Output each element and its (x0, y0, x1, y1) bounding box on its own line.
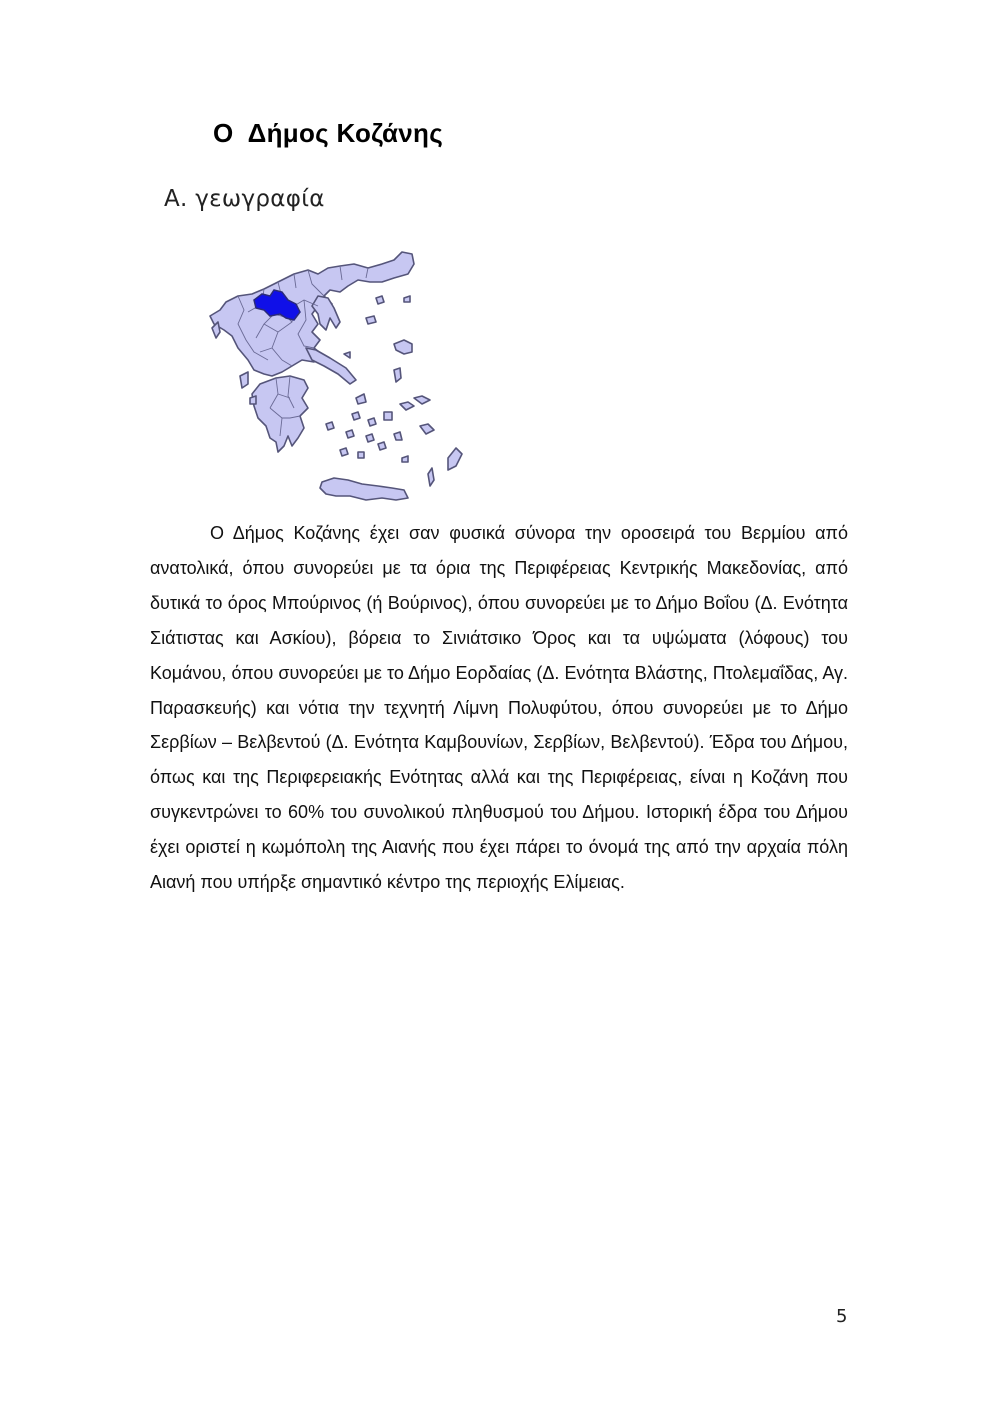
section-heading: Α. γεωγραφία (164, 186, 325, 212)
cyclades-island-3 (384, 412, 392, 420)
kefalonia-island (240, 372, 248, 388)
samos-island (400, 402, 414, 410)
body-paragraph: Ο Δήμος Κοζάνης έχει σαν φυσικά σύνορα την οροσειρά του Βερμίου από ανατολικά, όπου συνορεύει με τα όρια της Περιφέρειας Κεντρικής Μακεδονίας, από δυτικά το όρος Μπούρινος (ή Βούρινος), όπου συνορεύει με το Δήμο Βοΐου (Δ. Ενότητα Σιάτιστας και Ασκίου), βόρεια το Σινιάτσικο Όρος και τα υψώματα (λόφους) του Κομάνου, όπου συνορεύει με το Δήμο Εορδαίας (Δ. Ενότητα Βλάστης, Πτολεμαΐδας, Αγ. Παρασκευής) και νότια την τεχνητή Λίμνη Πολυφύτου, όπου συνορεύει με το Δήμο Σερβίων – Βελβεντού (Δ. Ενότητα Καμβουνίων, Σερβίων, Βελβεντού). Έδρα του Δήμου, όπως και της Περιφερειακής Ενότητας αλλά και της Περιφέρειας, είναι η Κοζάνη που συγκεντρώνει το 60% του συνολικού πληθυσμού του Δήμου. Ιστορική έδρα του Δήμου έχει οριστεί η κωμόπολη της Αιανής που έχει πάρει το όνομά της από την αρχαία πόλη Αιανή που υπήρξε σημαντικό κέντρο της περιοχής Ελίμειας. (150, 523, 848, 893)
samothrace-island (404, 296, 410, 302)
lesvos-island (394, 340, 412, 354)
andros-island (356, 394, 366, 404)
cyclades-island-2 (368, 418, 376, 426)
peloponnese-region (252, 376, 308, 452)
cyclades-island-8 (340, 448, 348, 456)
cyclades-island-1 (352, 412, 360, 420)
cyclades-island-6 (378, 442, 386, 450)
cyclades-island-9 (358, 452, 364, 458)
lemnos-island (366, 316, 376, 324)
santorini-island (402, 456, 408, 462)
page-number: 5 (836, 1306, 848, 1327)
zakynthos-island (250, 396, 256, 404)
cyclades-island-5 (366, 434, 374, 442)
cyclades-island-7 (394, 432, 402, 440)
cyclades-island-4 (346, 430, 354, 438)
ikaria-island (414, 396, 430, 404)
crete-island (320, 478, 408, 500)
cyclades-island-10 (326, 422, 334, 430)
corfu-island (212, 322, 220, 338)
greece-map-icon (208, 248, 468, 510)
kos-island (420, 424, 434, 434)
page-title: Ο Δήμος Κοζάνης (213, 118, 444, 148)
karpathos-island (428, 468, 434, 486)
thasos-island (376, 296, 384, 304)
skiathos-island (344, 352, 350, 358)
rhodes-island (448, 448, 462, 470)
chios-island (394, 368, 401, 382)
